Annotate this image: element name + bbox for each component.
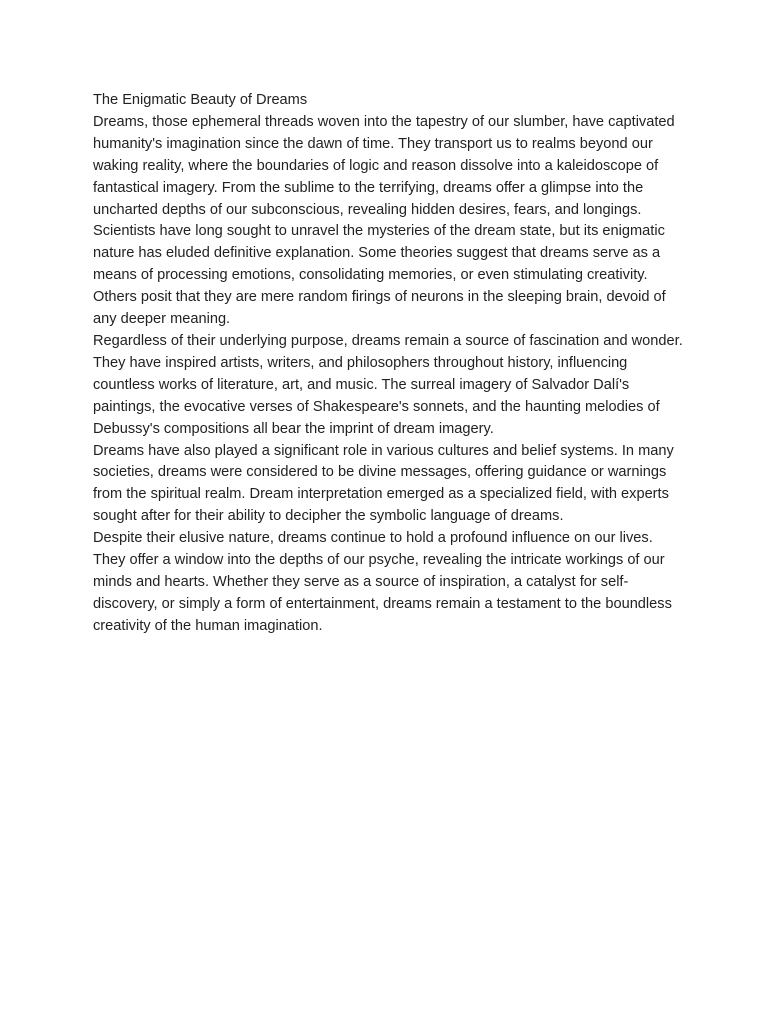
- paragraph-5: Despite their elusive nature, dreams continue to hold a profound influence on our lives. They offer a window into the depths of our psyche, revealing the intricate workings of our minds and hearts. Whether they serve as a source of inspiration, a catalyst for self-discovery, or simply a form of entertainment, dreams remain a testament to the boundless creativity of the human imagination.: [93, 530, 672, 634]
- paragraph-3: Regardless of their underlying purpose, dreams remain a source of fascination and wonder. They have inspired artists, writers, and philosophers throughout history, influencing countless works of literature, art, and music. The surreal imagery of Salvador Dalí's paintings, the evocative verses of Shakespeare's sonnets, and the haunting melodies of Debussy's compositions all bear the imprint of dream imagery.: [93, 332, 683, 437]
- paragraph-2: Scientists have long sought to unravel the mysteries of the dream state, but its enigmatic nature has eluded definitive explanation. Some theories suggest that dreams serve as a means of processing emotions, consolidating memories, or even stimulating creativity. Others posit that they are mere random firings of neurons in the sleeping brain, devoid of any deeper meaning.: [93, 223, 666, 328]
- document-body: [93, 90, 683, 638]
- paragraph-1: Dreams, those ephemeral threads woven into the tapestry of our slumber, have captivated humanity's imagination since the dawn of time. They transport us to realms beyond our waking reality, where the boundaries of logic and reason dissolve into a kaleidoscope of fantastical imagery. From the sublime to the terrifying, dreams offer a glimpse into the uncharted depths of our subconscious, revealing hidden desires, fears, and longings.: [93, 113, 675, 218]
- paragraph-4: Dreams have also played a significant role in various cultures and belief systems. In many societies, dreams were considered to be divine messages, offering guidance or warnings from the spiritual realm. Dream interpretation emerged as a specialized field, with experts sought after for their ability to decipher the symbolic language of dreams.: [93, 442, 674, 525]
- document-title: The Enigmatic Beauty of Dreams: [93, 92, 308, 108]
